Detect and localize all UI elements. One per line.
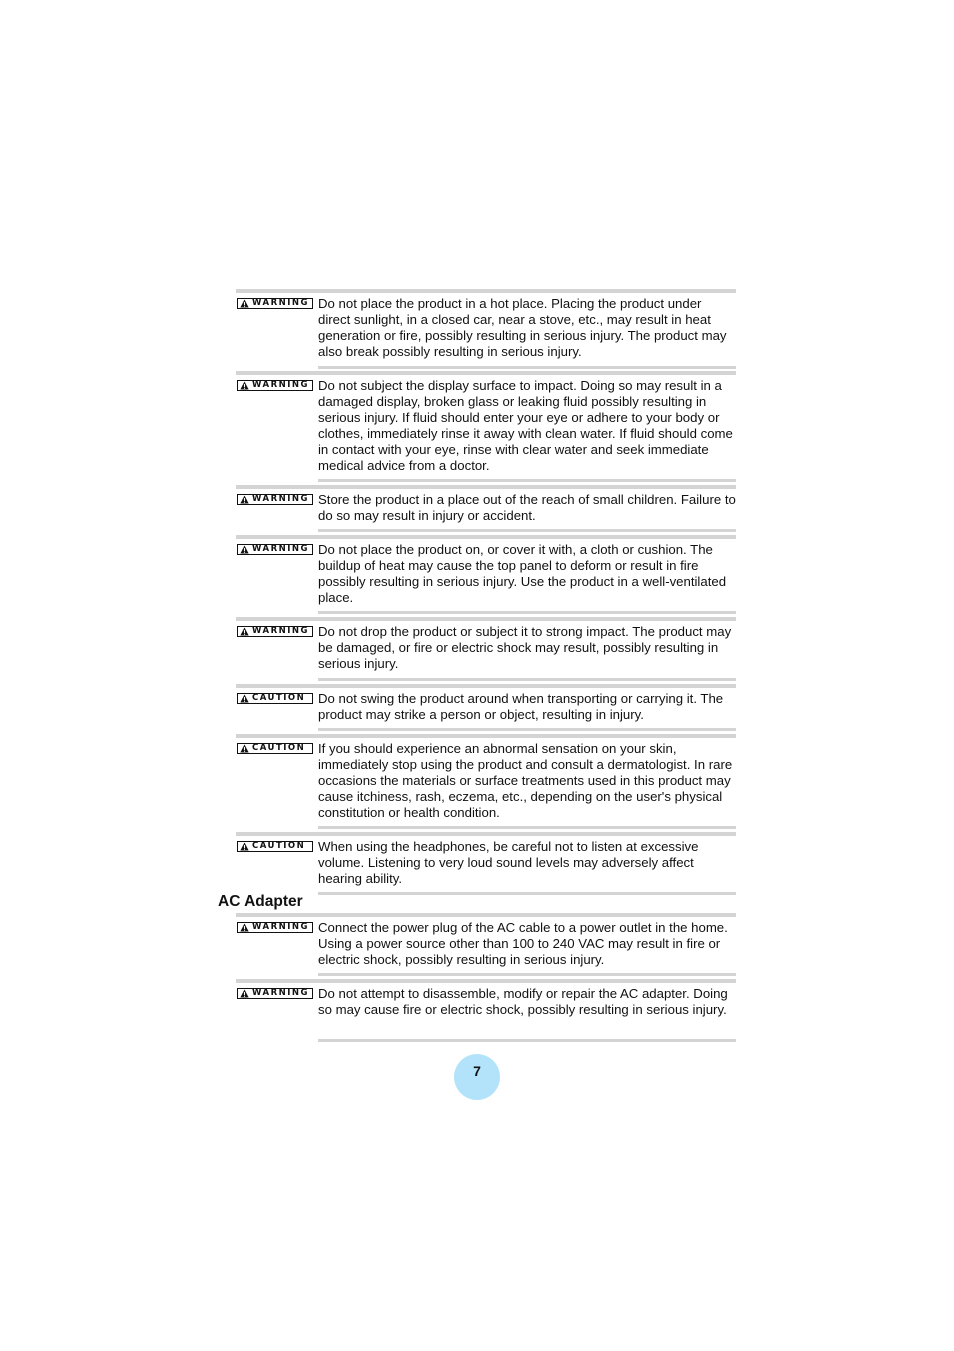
- warning-badge: [237, 626, 313, 637]
- section-title: AC Adapter: [218, 893, 303, 910]
- badge-label: WARNING: [252, 922, 309, 933]
- notice-text: Do not place the product in a hot place. Placing the product under direct sunlight, in a closed car, near a stove, etc., may result in heat generation or fire, possibly resulting in serious injury. The product may also break possibly resulting in serious injury.: [318, 296, 727, 359]
- badge-label: CAUTION: [252, 693, 306, 704]
- badge-label: CAUTION: [252, 743, 306, 754]
- badge-label: WARNING: [252, 380, 309, 391]
- caution-notice: [236, 734, 736, 829]
- notice-text: When using the headphones, be careful not to listen at excessive volume. Listening to very loud sound levels may adversely affect hearing ability.: [318, 839, 699, 886]
- caution-badge: [237, 693, 313, 704]
- warning-triangle-icon: [240, 627, 249, 636]
- warning-badge: [237, 380, 313, 391]
- badge-label: WARNING: [252, 494, 309, 505]
- warning-notice: [236, 913, 736, 976]
- warning-triangle-icon: [240, 495, 249, 504]
- caution-badge: [237, 841, 313, 852]
- divider: [318, 826, 736, 829]
- divider: [236, 979, 736, 983]
- warning-triangle-icon: [240, 694, 249, 703]
- warning-notice: [236, 617, 736, 681]
- divider: [318, 479, 736, 482]
- divider: [236, 617, 736, 621]
- divider: [318, 611, 736, 614]
- warning-notice: [236, 371, 736, 482]
- warning-badge: [237, 494, 313, 505]
- page-number: 7: [454, 1054, 500, 1100]
- divider: [318, 892, 736, 895]
- divider: [318, 529, 736, 532]
- warning-badge: [237, 298, 313, 309]
- divider: [236, 734, 736, 738]
- divider: [236, 289, 736, 293]
- caution-badge: [237, 743, 313, 754]
- notice-text: Connect the power plug of the AC cable to a power outlet in the home. Using a power source other than 100 to 240 VAC may result in fire or electric shock, possibly resulting in serious injury.: [318, 920, 728, 967]
- notice-text: If you should experience an abnormal sensation on your skin, immediately stop using the product and consult a dermatologist. In rare occasions the materials or surface treatments used in this product may cause itchiness, rash, eczema, etc., depending on the user's physical constitution or health condition.: [318, 741, 733, 820]
- divider: [318, 1039, 736, 1042]
- warning-notice: [236, 289, 736, 369]
- badge-label: WARNING: [252, 298, 309, 309]
- notice-text: Store the product in a place out of the reach of small children. Failure to do so may result in injury or accident.: [318, 492, 736, 523]
- divider: [236, 684, 736, 688]
- divider: [236, 485, 736, 489]
- divider: [318, 678, 736, 681]
- warning-triangle-icon: [240, 842, 249, 851]
- notice-text: Do not swing the product around when transporting or carrying it. The product may strike a person or object, resulting in injury.: [318, 691, 724, 722]
- badge-label: WARNING: [252, 626, 309, 637]
- warning-badge: [237, 922, 313, 933]
- divider: [318, 728, 736, 731]
- divider: [236, 832, 736, 836]
- warning-triangle-icon: [240, 299, 249, 308]
- warning-badge: [237, 544, 313, 555]
- warning-triangle-icon: [240, 545, 249, 554]
- badge-label: WARNING: [252, 544, 309, 555]
- notice-text: Do not attempt to disassemble, modify or repair the AC adapter. Doing so may cause fire or electric shock, possibly resulting in serious injury.: [318, 986, 728, 1017]
- caution-notice: [236, 832, 736, 895]
- badge-label: CAUTION: [252, 841, 306, 852]
- warning-triangle-icon: [240, 744, 249, 753]
- warning-notice: [236, 485, 736, 532]
- warning-triangle-icon: [240, 989, 249, 998]
- divider: [318, 973, 736, 976]
- warning-triangle-icon: [240, 923, 249, 932]
- badge-label: WARNING: [252, 988, 309, 999]
- warning-badge: [237, 988, 313, 999]
- divider: [236, 371, 736, 375]
- warning-triangle-icon: [240, 381, 249, 390]
- caution-notice: [236, 684, 736, 731]
- notice-text: Do not subject the display surface to impact. Doing so may result in a damaged display, broken glass or leaking fluid possibly resulting in serious injury. If fluid should enter your eye or adhere to your body or clothes, immediately rinse it away with clean water. If fluid should come in contact with your eye, rinse with clear water and seek immediate medical advice from a doctor.: [318, 378, 733, 473]
- warning-notice: [236, 535, 736, 614]
- warning-notice: [236, 979, 736, 1042]
- notice-text: Do not drop the product or subject it to strong impact. The product may be damaged, or fire or electric shock may result, possibly resulting in serious injury.: [318, 624, 732, 671]
- divider: [318, 366, 736, 369]
- divider: [236, 535, 736, 539]
- divider: [236, 913, 736, 917]
- notice-text: Do not place the product on, or cover it with, a cloth or cushion. The buildup of heat may cause the top panel to deform or result in fire possibly resulting in serious injury. Use the product in a well-ventilated place.: [318, 542, 727, 605]
